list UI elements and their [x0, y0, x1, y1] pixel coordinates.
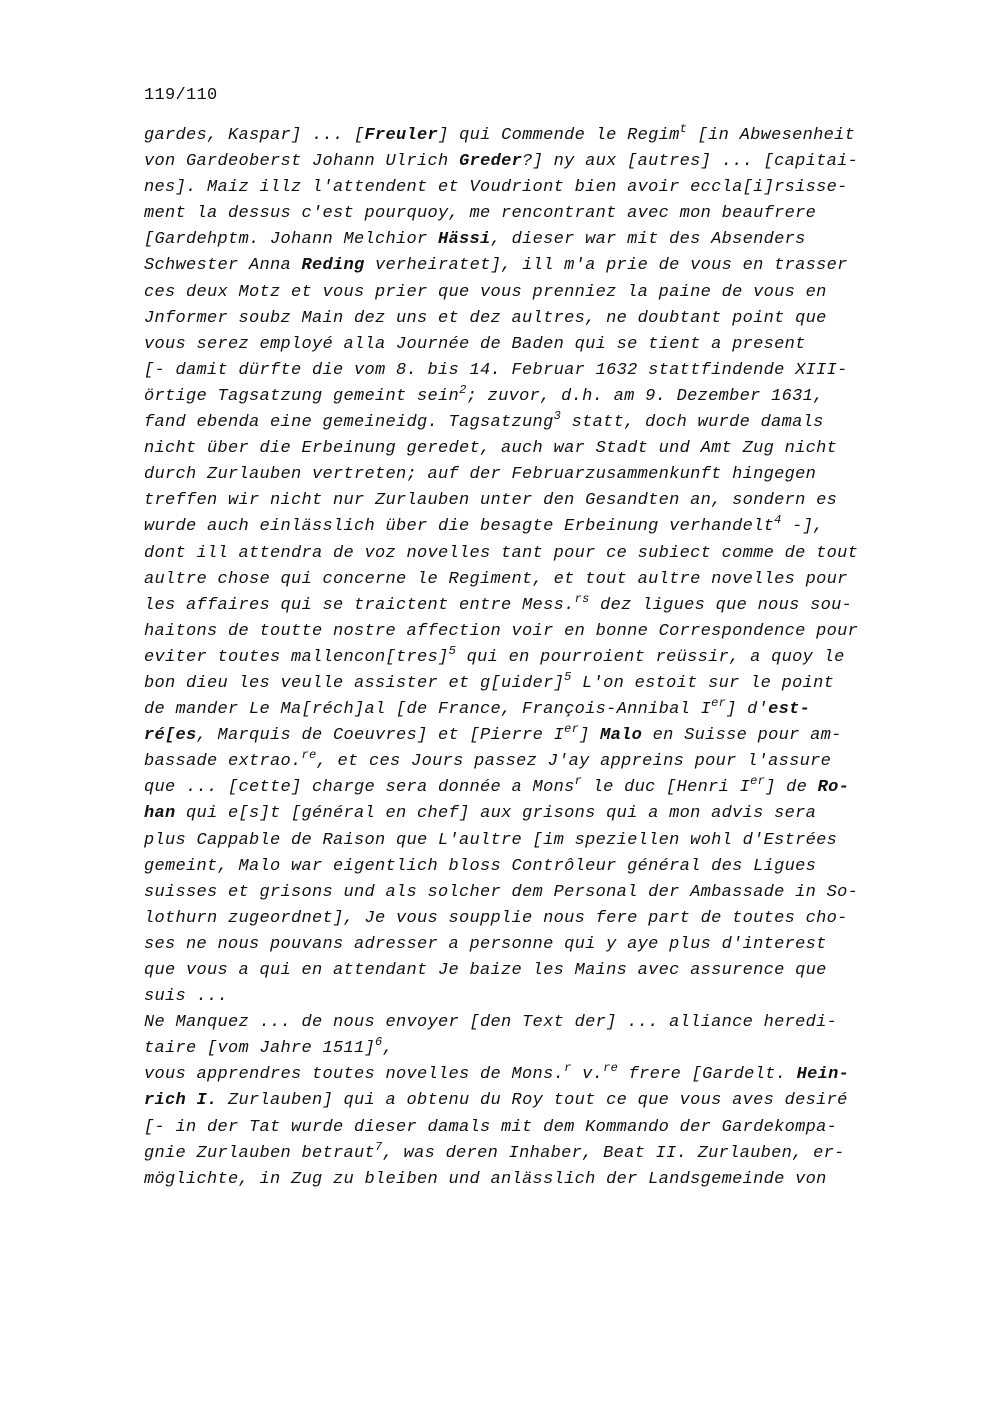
bold-name: Freuler	[364, 126, 439, 145]
text-run: vous serez employé alla Journée de Baden qui se tient a present	[144, 334, 806, 354]
text-run: fand ebenda eine gemeineidg. Tagsatzung	[144, 413, 554, 433]
text-run: Zurlauben] qui a obtenu du Roy tout ce que vous aves desiré	[217, 1091, 848, 1111]
text-line	[144, 801, 924, 827]
text-run: Jnformer soubz Main dez uns et dez aultres, ne doubtant point que	[144, 308, 827, 328]
text-run: ?] ny aux [autres] ... [capitai-	[522, 152, 859, 172]
text-run: eviter toutes mallencon[tres]	[144, 647, 449, 667]
text-run: von Gardeoberst Johann Ulrich	[144, 152, 460, 172]
text-line	[144, 1141, 924, 1167]
text-run: ; zuvor, d.h. am 9. Dezember 1631,	[466, 386, 824, 406]
text-line	[144, 932, 924, 958]
text-run: -],	[781, 517, 824, 537]
text-line	[144, 1036, 924, 1062]
text-run: statt, doch wurde damals	[561, 413, 824, 433]
text-run: verheiratet], ill m'a prie de vous en trasser	[364, 256, 848, 276]
text-line	[144, 306, 924, 332]
text-run: plus Cappable de Raison que L'aultre [im speziellen wohl d'Estrées	[144, 830, 838, 850]
text-line	[144, 436, 924, 462]
text-run: ] d'	[726, 700, 769, 720]
text-line	[144, 253, 924, 279]
text-line	[144, 488, 924, 514]
text-line	[144, 1167, 924, 1193]
text-line	[144, 332, 924, 358]
superscript: 5	[448, 643, 457, 658]
text-run: ces deux Motz et vous prier que vous prenniez la paine de vous en	[144, 282, 827, 302]
text-line	[144, 1088, 924, 1114]
text-run: , was deren Inhaber, Beat II. Zurlauben, er-	[382, 1143, 845, 1163]
text-line	[144, 697, 924, 723]
superscript: 3	[553, 409, 562, 424]
superscript: t	[679, 122, 688, 136]
text-line	[144, 880, 924, 906]
superscript: 7	[375, 1139, 383, 1154]
text-line	[144, 201, 924, 227]
superscript: 2	[459, 382, 467, 397]
text-run: nes]. Maiz illz l'attendent et Voudriont bien avoir eccla[i]rsisse-	[144, 178, 848, 198]
text-run: suisses et grisons und als solcher dem Personal der Ambassade in So-	[144, 882, 859, 902]
superscript: r	[564, 1061, 572, 1076]
text-run: ment la dessus c'est pourquoy, me rencontrant avec mon beaufrere	[144, 204, 817, 224]
text-run: , et ces Jours passez J'ay appreins pour l'assure	[316, 752, 832, 772]
text-run: que vous a qui en attendant Je baize les Mains avec assurence que	[144, 961, 827, 980]
text-run: Ne Manquez ... de nous envoyer [den Text der] ... alliance heredi-	[144, 1013, 838, 1033]
text-line	[144, 567, 924, 593]
text-run: ses ne nous pouvans adresser a personne qui y aye plus d'interest	[144, 934, 827, 954]
text-line	[144, 619, 924, 645]
text-run: durch Zurlauben vertreten; auf der Februarzusammenkunft hingegen	[144, 465, 817, 485]
text-line	[144, 749, 924, 775]
bold-name: Hässi	[438, 230, 491, 250]
text-line	[144, 828, 924, 854]
bold-name: est-	[768, 700, 811, 720]
text-line	[144, 149, 924, 175]
bold-name: han	[144, 804, 176, 824]
text-line	[144, 958, 924, 984]
text-run: ] de	[765, 778, 818, 798]
text-line	[144, 175, 924, 201]
superscript: re	[301, 748, 317, 763]
text-run: bon dieu les veulle assister et g[uider]	[144, 673, 565, 693]
text-run: wurde auch einlässlich über die besagte Erbeinung verhandelt	[144, 517, 775, 537]
bold-name: Reding	[301, 256, 365, 276]
text-run: ,	[382, 1039, 394, 1059]
text-run: lothurn zugeordnet], Je vous soupplie nous fere part de toutes cho-	[144, 908, 848, 928]
superscript: re	[603, 1061, 619, 1076]
text-run: [- damit dürfte die vom 8. bis 14. Februar 1632 stattfindende XIII-	[144, 360, 848, 380]
bold-name: Malo	[600, 726, 643, 746]
text-run: taire [vom Jahre 1511]	[144, 1039, 376, 1059]
text-line	[144, 384, 924, 410]
text-run: qui e[s]t [général en chef] aux grisons qui a mon advis sera	[175, 804, 817, 824]
text-run: L'on estoit sur le point	[571, 673, 835, 693]
text-line	[144, 227, 924, 253]
text-run: gemeint, Malo war eigentlich bloss Contrôleur général des Ligues	[144, 856, 817, 876]
superscript: 5	[564, 669, 572, 684]
text-run: [Gardehptm. Johann Melchior	[144, 230, 439, 250]
superscript: rs	[574, 591, 590, 606]
text-run: dont ill attendra de voz novelles tant pour ce subiect comme de tout	[144, 543, 859, 563]
text-run: örtige Tagsatzung gemeint sein	[144, 386, 460, 406]
text-run: , Marquis de Coeuvres] et [Pierre I	[196, 726, 565, 746]
text-line	[144, 541, 924, 567]
text-line	[144, 1115, 924, 1141]
text-run: aultre chose qui concerne le Regiment, et tout aultre novelles pour	[144, 569, 848, 589]
superscript: 4	[774, 513, 782, 528]
bold-name: rich I.	[144, 1091, 218, 1111]
text-run: vous apprendres toutes novelles de Mons.	[144, 1065, 565, 1085]
superscript: er	[750, 774, 766, 789]
text-run: dez ligues que nous sou-	[589, 595, 853, 615]
text-line	[144, 514, 924, 540]
text-run: en Suisse pour am-	[642, 726, 842, 746]
bold-name: Greder	[459, 152, 523, 172]
text-line	[144, 775, 924, 801]
text-run: möglichte, in Zug zu bleiben und anlässlich der Landsgemeinde von	[144, 1169, 827, 1189]
text-run: , dieser war mit des Absenders	[490, 230, 806, 250]
text-line	[144, 984, 924, 1010]
text-run: treffen wir nicht nur Zurlauben unter den Gesandten an, sondern es	[144, 491, 838, 511]
text-line	[144, 906, 924, 932]
text-line	[144, 462, 924, 488]
text-line	[144, 1062, 924, 1088]
text-run: gnie Zurlauben betraut	[144, 1143, 376, 1163]
superscript: er	[564, 722, 580, 737]
text-line	[144, 671, 924, 697]
text-line	[144, 723, 924, 749]
text-line	[144, 280, 924, 306]
text-line	[144, 854, 924, 880]
text-run: nicht über die Erbeinung geredet, auch war Stadt und Amt Zug nicht	[144, 439, 838, 459]
text-line	[144, 593, 924, 619]
text-run: v.	[571, 1065, 604, 1085]
superscript: er	[711, 696, 727, 711]
text-run: gardes, Kaspar] ... [	[144, 126, 365, 145]
superscript: 6	[375, 1035, 383, 1050]
text-line	[144, 410, 924, 436]
text-run: [in Abwesenheit	[687, 126, 856, 145]
bold-name: ré[es	[144, 726, 197, 746]
text-run: les affaires qui se traictent entre Mess.	[144, 595, 575, 615]
text-line	[144, 358, 924, 384]
document-body	[144, 123, 924, 1193]
text-run: ] qui Commende le Regim	[438, 126, 680, 145]
text-line	[144, 1010, 924, 1036]
text-run: de mander Le Ma[réch]al [de France, François-Annibal I	[144, 700, 712, 720]
text-run: haitons de toutte nostre affection voir en bonne Correspondence pour	[144, 621, 859, 641]
text-run: suis ...	[144, 987, 229, 1007]
text-run: [- in der Tat wurde dieser damals mit dem Kommando der Gardekompa-	[144, 1117, 838, 1137]
bold-name: Ro-	[817, 778, 850, 798]
page-number: 119/110	[144, 86, 218, 105]
bold-name: Hein-	[796, 1065, 850, 1085]
text-line	[144, 123, 924, 149]
text-run: Schwester Anna	[144, 256, 302, 276]
text-run: qui en pourroient reüssir, a quoy le	[456, 647, 845, 667]
text-run: le duc [Henri I	[582, 778, 751, 798]
text-run: ]	[579, 726, 601, 746]
superscript: r	[574, 774, 583, 789]
text-line	[144, 645, 924, 671]
text-run: frere [Gardelt.	[618, 1065, 797, 1085]
text-run: bassade extrao.	[144, 752, 302, 772]
text-run: que ... [cette] charge sera donnée a Mons	[144, 778, 575, 798]
